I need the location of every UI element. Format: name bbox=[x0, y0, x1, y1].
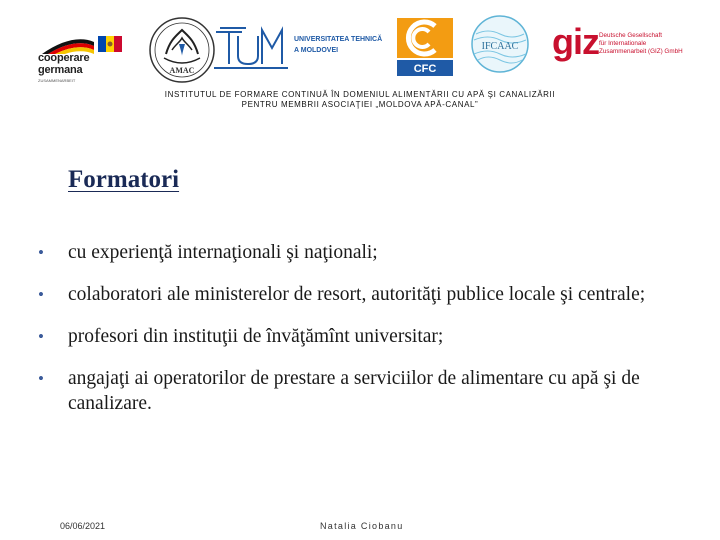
giz-subline-3: Zusammenarbeit (GIZ) GmbH bbox=[599, 48, 683, 55]
slide-title: Formatori bbox=[68, 166, 180, 193]
footer-date: 06/06/2021 bbox=[60, 521, 106, 531]
institution-header bbox=[0, 90, 720, 110]
amac-label: AMAC bbox=[169, 66, 195, 75]
giz-logo bbox=[548, 22, 708, 68]
amac-logo bbox=[146, 14, 218, 86]
bullet-item bbox=[28, 366, 688, 416]
bullet-icon: • bbox=[38, 369, 44, 388]
amac-emblem-icon bbox=[146, 14, 218, 86]
logo-strip bbox=[0, 8, 720, 86]
cfc-logo bbox=[395, 16, 455, 78]
bullet-item bbox=[28, 282, 688, 307]
footer-author: Natalia Ciobanu bbox=[320, 521, 404, 531]
ifcaac-logo bbox=[470, 14, 530, 74]
utm-name-line1: UNIVERSITATEA TEHNICĂ bbox=[294, 36, 383, 43]
bullet-item bbox=[28, 324, 688, 349]
giz-subline-1: Deutsche Gesellschaft bbox=[599, 32, 662, 39]
bullet-icon: • bbox=[38, 243, 44, 262]
bullet-text: angajaţi ai operatorilor de prestare a serviciilor de alimentare cu apă şi de canalizare. bbox=[68, 368, 640, 414]
giz-subline-2: für Internationale bbox=[599, 40, 647, 47]
bullet-icon: • bbox=[38, 327, 44, 346]
utm-monogram-icon bbox=[212, 22, 290, 72]
bullet-text: colaboratori ale ministerelor de resort, autorităţi publice locale şi centrale; bbox=[68, 284, 646, 305]
bullet-text: profesori din instituţii de învăţămînt universitar; bbox=[68, 326, 444, 347]
utm-name-line2: A MOLDOVEI bbox=[294, 47, 339, 54]
bullet-text: cu experienţă internaţionali şi naţionali; bbox=[68, 242, 378, 263]
institution-line-2: PENTRU MEMBRII ASOCIAŢIEI „MOLDOVA APĂ-CANAL” bbox=[241, 100, 479, 109]
ifcaac-label: IFCAAC bbox=[481, 41, 519, 52]
utm-logo bbox=[212, 22, 387, 72]
giz-wordmark: giz bbox=[552, 21, 599, 62]
germana-word: germana bbox=[38, 64, 83, 76]
institution-line-1: INSTITUTUL DE FORMARE CONTINUĂ ÎN DOMENIUL ALIMENTĂRII CU APĂ ŞI CANALIZĂRII bbox=[164, 90, 556, 99]
cfc-label: CFC bbox=[413, 63, 437, 75]
cooperare-germana-logo bbox=[34, 20, 126, 84]
ifcaac-emblem-icon bbox=[470, 14, 530, 74]
bullet-icon: • bbox=[38, 285, 44, 304]
cooperare-subline: ZUSAMMENARBEIT bbox=[38, 78, 76, 83]
cfc-emblem-icon bbox=[395, 16, 455, 78]
cooperare-word: cooperare bbox=[38, 52, 90, 64]
bullet-list bbox=[28, 240, 688, 416]
flags-icon bbox=[42, 34, 124, 54]
bullet-item bbox=[28, 240, 688, 265]
